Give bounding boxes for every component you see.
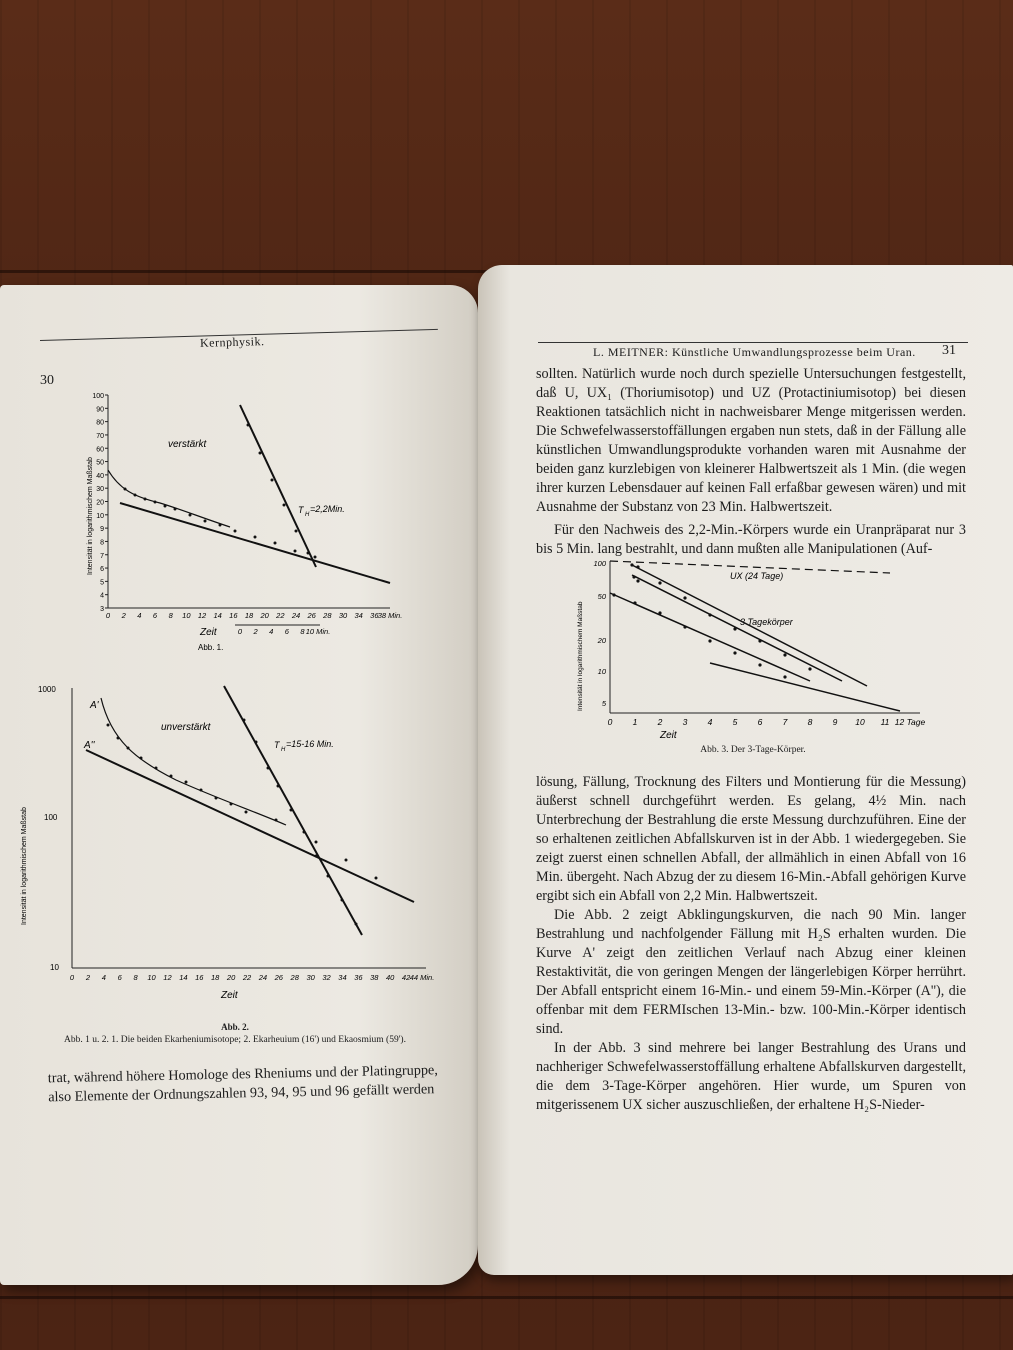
figure-3-x-tick: 8: [807, 717, 813, 727]
figure-3-x-tick: 6: [757, 717, 763, 727]
svg-text:=2,2Min.: =2,2Min.: [310, 504, 345, 514]
figure-2-point: [127, 747, 130, 750]
figure-3-y-tick: 20: [597, 636, 606, 645]
figure-3-point: [683, 596, 686, 599]
figure-2-x-tick: 22: [242, 973, 252, 982]
figure-2-xlabel: Zeit: [221, 990, 238, 1001]
left-page: [0, 285, 478, 1285]
figure-1-xlabel: Zeit: [200, 627, 217, 638]
figure-caption-1-2: Abb. 1 u. 2. 1. Die beiden Ekarheniumisotope; 2. Ekarheuium (16') und Ekaosmium (59').: [64, 1035, 406, 1045]
figure-3-line-4: [710, 663, 900, 711]
figure-3-point: [783, 675, 786, 678]
figure-1-point: [219, 524, 222, 527]
figure-3-3tage-label: 3 Tagekörper: [740, 617, 793, 627]
figure-2-x-tick: 10: [147, 973, 156, 982]
figure-2-x-tick: 32: [322, 973, 331, 982]
svg-text:=15-16 Min.: =15-16 Min.: [286, 739, 334, 749]
figure-2-x-tick: 0: [69, 973, 75, 982]
figure-1-x-tick: 28: [323, 611, 332, 620]
figure-1-y-tick: 9: [100, 526, 104, 534]
figure-1-point: [164, 505, 167, 508]
figure-3-x-tick: 5: [732, 717, 738, 727]
paragraph-4: Die Abb. 2 zeigt Abklingungskurven, die nach 90 Min. langer Bestrahlung und nachfolgender Fällung mit H₂S erhalten wurden. Die Kurve A' zeigt den zeitlichen Verlauf nach Abzug einer kleinen Restaktivität, die von geringen Mengen der längerlebigen Körper herrührt. Der Abfall entspricht einem 16-Min.- und einem 59-Min.-Körper (A''), die offenbar mit dem FERMIschen 13-Min.- bzw. 100-Min.-Körper identisch sind.: [536, 907, 966, 1037]
figure-1-x-tick: 14: [213, 611, 222, 620]
figure-3-x-tick: 11: [880, 717, 890, 727]
figure-2-y-tick-1000: 1000: [38, 685, 56, 694]
paragraph-1: sollten. Natürlich wurde noch durch spezielle Untersuchungen festgestellt, daß U, UX₁ (Thoriumisotop) und UZ (Protactiniumisotop) bei diesen Reaktionen tatsächlich nicht in nachweisbarer Menge mitgerissen werden. Die Schwefelwasserstoffällungen ergaben nun stets, daß in der Fällung alle künstlichen Umwandlungsprodukte vorhanden waren mit Ausnahme der beiden ganz kurzlebigen von kleinerer Halbwertszeit als 1 Min. (die wegen ihrer kurzen Lebensdauer auf keinen Fall erfaßbar gewesen wären) und mit Ausnahme der Substanz von 23 Min. Halbwertszeit.: [536, 366, 966, 515]
figure-2-point: [341, 899, 344, 902]
figure-1-x2-tick: 4: [269, 627, 274, 636]
figure-1-x2-tick: 10 Min.: [305, 627, 331, 636]
figure-1-y-ticks: [92, 393, 108, 613]
figure-3-x-tick: 10: [855, 717, 865, 727]
figure-3-y-tick: 100: [593, 559, 606, 568]
figure-1-x-tick: 38 Min.: [377, 611, 403, 620]
figure-1-y-tick: 90: [96, 406, 104, 414]
figure-1-point: [154, 501, 157, 504]
figure-2-point: [155, 767, 158, 770]
figure-2-point: [200, 789, 203, 792]
svg-text:T: T: [298, 505, 304, 515]
figure-2-x-tick: 4: [101, 973, 106, 982]
figure-2-point: [303, 831, 306, 834]
figure-1-x-tick: 36: [370, 611, 379, 620]
figure-2-x-tick: 26: [274, 973, 283, 982]
page-number: 30: [40, 373, 54, 388]
figure-1-y-tick: 30: [96, 486, 104, 494]
figure-2-y-tick-100: 100: [44, 813, 58, 822]
figure-1-x-tick: 4: [137, 611, 142, 620]
figure-1-point: [307, 552, 310, 555]
figure-3-point: [632, 575, 635, 578]
figure-2-annotation: unverstärkt: [161, 722, 211, 733]
figure-2-x-tick: 44 Min.: [409, 973, 435, 982]
figure-1-half-life-label: [298, 504, 345, 518]
figure-2-x-tick: 14: [179, 973, 188, 982]
figure-2-point: [170, 775, 173, 778]
figure-3-point: [636, 579, 639, 582]
figure-1-x-tick: 10: [182, 611, 191, 620]
figure-3-x-tick: 0: [607, 717, 613, 727]
figure-1-point: [294, 550, 297, 553]
figure-2-point: [345, 859, 348, 862]
figure-3-point: [630, 563, 633, 566]
figure-1-annotation: verstärkt: [168, 439, 207, 450]
svg-text:H: H: [281, 747, 286, 753]
figure-2-point: [185, 781, 188, 784]
figure-3-y-tick: 10: [597, 667, 606, 676]
figure-1-y-tick: 40: [96, 472, 104, 480]
svg-text:T: T: [274, 740, 280, 750]
figure-3-x-tick: 2: [657, 717, 663, 727]
figure-1-x-tick: 26: [307, 611, 316, 620]
figure-1-y-tick: 80: [96, 419, 104, 427]
figure-2-x-tick: 28: [290, 973, 299, 982]
figure-2-x-tick: 8: [133, 973, 138, 982]
figure-1-y-tick: 60: [96, 446, 104, 454]
figure-3-x-ticks: [608, 717, 926, 727]
figure-2-line-a2: [86, 750, 414, 902]
figure-1-line-16min: [120, 503, 390, 583]
right-body-top: [536, 365, 966, 559]
figure-1-x-tick: 24: [291, 611, 301, 620]
figure-1-x-tick: 0: [105, 611, 111, 620]
left-text-line-2: also Elemente der Ordnungszahlen 93, 94, 95 und 96 gefällt werden: [48, 1081, 435, 1106]
left-text-line-1: trat, während höhere Homologe des Rheniums und der Platingruppe,: [47, 1062, 438, 1087]
figure-3-point: [683, 625, 686, 628]
figure-1-x-tick: 2: [121, 611, 126, 620]
figure-2-x-tick: 36: [354, 973, 363, 982]
figure-3-point: [708, 613, 711, 616]
figure-1-point: [234, 530, 237, 533]
figure-1-point: [124, 488, 127, 491]
figure-2-point: [267, 767, 270, 770]
figure-2-point: [290, 809, 293, 812]
running-head: L. MEITNER: Künstliche Umwandlungsprozesse beim Uran.: [593, 345, 916, 359]
figure-3-x-tick: 3: [682, 717, 688, 727]
figure-1-point: [283, 504, 286, 507]
figure-1-y-tick: 5: [100, 579, 104, 587]
figure-3-x-tick: 12 Tage: [894, 717, 926, 727]
figure-1-x2-tick: 6: [284, 627, 289, 636]
figure-2-point: [255, 741, 258, 744]
figure-1-y-tick: 70: [96, 432, 104, 440]
figure-1-y-tick: 6: [100, 566, 104, 574]
figure-2-point: [117, 737, 120, 740]
figure-1-point: [204, 520, 207, 523]
figure-3-y-tick: 5: [601, 699, 606, 708]
figure-3-point: [758, 663, 761, 666]
figure-2-point: [275, 819, 278, 822]
figure-2-x-tick: 18: [211, 973, 220, 982]
figure-3-point: [733, 651, 736, 654]
right-body-bottom: [536, 773, 966, 1115]
page-number: 31: [942, 343, 956, 358]
figure-3-point: [733, 627, 736, 630]
figure-2-x-tick: 42: [401, 973, 411, 982]
figure-1-point: [271, 479, 274, 482]
figure-1-x2-tick: 0: [237, 627, 243, 636]
paragraph-2: Für den Nachweis des 2,2-Min.-Körpers wurde ein Uranpräparat nur 3 bis 5 Min. lang bestrahlt, und dann mußten alle Manipulationen (Auf-: [536, 522, 966, 557]
figure-2-half-life-label: [274, 739, 334, 753]
figure-1-x-tick: 18: [244, 611, 254, 620]
figure-1-point: [274, 542, 277, 545]
figure-2-x-ticks: [70, 973, 434, 982]
figure-2-point: [375, 877, 378, 880]
left-body-text: [48, 1061, 464, 1108]
figure-2-point: [315, 855, 318, 858]
figure-1-point: [295, 530, 298, 533]
figure-1-point: [174, 508, 177, 511]
figure-1-x-tick: 12: [197, 611, 207, 620]
figure-1-y-tick: 50: [96, 459, 104, 467]
running-head: Kernphysik.: [199, 334, 265, 350]
figure-1-x-tick: 20: [260, 611, 269, 620]
figure-3-point: [658, 581, 661, 584]
header-rule: [538, 342, 968, 343]
figure-2-x-tick: 34: [338, 973, 347, 982]
figure-2-x-tick: 38: [370, 973, 379, 982]
figure-3: [570, 553, 950, 763]
figure-1-y-tick: 7: [100, 552, 104, 560]
figure-2-point: [140, 757, 143, 760]
figure-3-point: [808, 667, 811, 670]
figure-1-point: [189, 514, 192, 517]
figure-1-point: [259, 452, 262, 455]
figure-3-line-2: [632, 575, 842, 681]
figure-1: [80, 385, 420, 655]
paragraph-5: In der Abb. 3 sind mehrere bei langer Bestrahlung des Urans und nachheriger Schwefelwasserstoffällung erhaltene Abfallskurven dargestellt, die dem 3-Tage-Körper angehören. Hier wurde, um Spuren von mitgerissenem UX sicher auszuschließen, der erhaltene H₂S-Nieder-: [536, 1040, 966, 1113]
figure-2-x-tick: 2: [85, 973, 90, 982]
figure-1-y-tick: 20: [96, 499, 104, 507]
figure-1-data-points: [124, 424, 317, 559]
figure-1-point: [144, 498, 147, 501]
figure-1-y-tick: 4: [100, 592, 104, 600]
figure-2-line-16min: [224, 686, 362, 935]
figure-3-caption: Abb. 3. Der 3-Tage-Körper.: [700, 745, 806, 755]
paragraph-3: lösung, Fällung, Trocknung des Filters und Montierung für die Messung) äußerst schnell durchgeführt werden. Es gelang, 4½ Min. nach Unterbrechung der Bestrahlung die erste Messung durchzuführen. Eine der so erhaltenen zeitlichen Abfallskurven ist in der Abb. 1 wiedergegeben. Sie zeigt zuerst einen schnellen Abfall, der allmählich in einen Abfall von 16 Min. übergeht. Nach Abzug der zu diesem 16-Min.-Abfall gehörigen Kurve ergibt sich ein Abfall von 2,2 Min. Halbwertszeit.: [536, 774, 966, 904]
figure-1-x-tick: 6: [152, 611, 158, 620]
figure-3-point: [633, 601, 636, 604]
figure-2-x-tick: 24: [258, 973, 268, 982]
figure-2-point: [243, 719, 246, 722]
figure-1-point: [314, 556, 317, 559]
figure-3-x-tick: 7: [782, 717, 788, 727]
figure-3-ux-label: UX (24 Tage): [730, 571, 784, 581]
figure-3-x-tick: 1: [632, 717, 638, 727]
figure-1-x-tick: 16: [229, 611, 238, 620]
figure-2-point: [315, 841, 318, 844]
figure-2-y-tick-10: 10: [50, 963, 59, 972]
figure-2-curve-a1: [101, 698, 286, 825]
svg-text:H: H: [305, 512, 310, 518]
figure-3-x-tick: 9: [832, 717, 838, 727]
figure-1-x-ticks: [106, 611, 402, 620]
figure-3-point: [636, 565, 639, 568]
figure-2-x-tick: 6: [117, 973, 122, 982]
figure-2-x-tick: 12: [163, 973, 172, 982]
figure-1-x-tick: 8: [168, 611, 173, 620]
figure-2-x-tick: 40: [386, 973, 395, 982]
figure-3-point: [758, 639, 761, 642]
figure-2-curve-a1-label: A': [90, 700, 99, 711]
figure-3-y-tick: 50: [597, 592, 606, 601]
figure-3-point: [612, 593, 615, 596]
figure-2-x-tick: 20: [226, 973, 236, 982]
figure-2-curve-a2-label: A'': [84, 740, 95, 751]
figure-2-point: [277, 785, 280, 788]
figure-1-x2-tick: 2: [253, 627, 258, 636]
figure-2-point: [327, 875, 330, 878]
figure-2-y-axis-label: Intensität in logarithmischem Maßstab: [21, 807, 28, 925]
figure-3-line-3: [610, 593, 810, 681]
right-page: [478, 265, 1013, 1275]
figure-1-x-tick: 30: [338, 611, 348, 620]
figure-1-x-tick: 34: [354, 611, 363, 620]
figure-1-point: [134, 494, 137, 497]
figure-3-line-1: [632, 565, 867, 686]
figure-3-y-ticks: [593, 559, 606, 708]
figure-1-y-tick: 10: [96, 512, 104, 520]
figure-3-y-axis-label: Intensität in logarithmischem Maßstab: [577, 601, 584, 711]
figure-2-point: [245, 811, 248, 814]
figure-2: [16, 680, 446, 1010]
figure-1-point: [247, 424, 250, 427]
figure-2-x-tick: 16: [195, 973, 204, 982]
figure-2-point: [107, 724, 110, 727]
figure-1-x-tick: 22: [276, 611, 285, 620]
figure-1-y-axis-label: Intensität in logarithmischem Maßstab: [87, 457, 94, 575]
figure-3-point: [708, 639, 711, 642]
figure-1-y-tick: 100: [92, 393, 104, 400]
figure-1-y-tick: 8: [100, 539, 104, 547]
figure-1-x2-ticks: [238, 627, 330, 636]
figure-3-point: [783, 653, 786, 656]
figure-2-caption-title: Abb. 2.: [221, 1022, 249, 1032]
figure-2-point: [215, 797, 218, 800]
figure-1-y-tick: 3: [100, 606, 104, 613]
figure-3-point: [658, 611, 661, 614]
figure-2-point: [230, 803, 233, 806]
figure-3-x-tick: 4: [707, 717, 713, 727]
figure-1-x2-tick: 8: [300, 627, 305, 636]
figure-2-x-tick: 30: [306, 973, 315, 982]
figure-1-caption: Abb. 1.: [198, 643, 224, 652]
figure-2-point: [355, 923, 358, 926]
figure-3-xlabel: Zeit: [660, 730, 677, 741]
figure-1-point: [254, 536, 257, 539]
